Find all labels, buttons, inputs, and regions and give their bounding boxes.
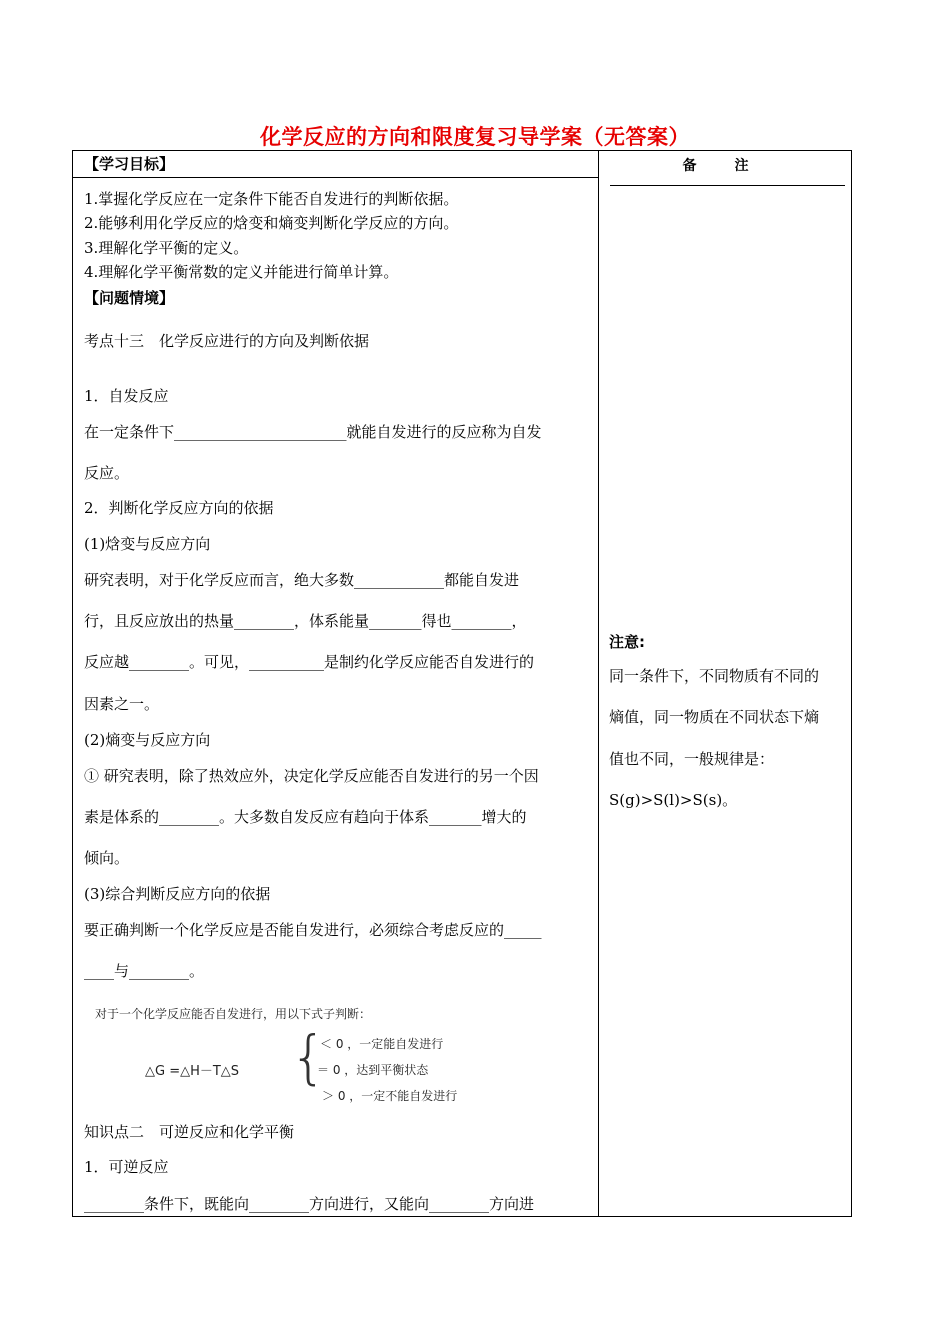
formula-case-negative: ＜ 0 ，一定能自发进行 <box>320 1037 444 1051</box>
formula-case-positive: ＞ 0 ，一定不能自发进行 <box>322 1089 458 1103</box>
paragraph-line: 反应。 <box>84 464 130 482</box>
notes-column-header: 备 注 <box>682 158 761 174</box>
paragraph-line: 素是体系的________。大多数自发反应有趋向于体系_______增大的 <box>84 808 527 826</box>
item-2-heading: 2．判断化学反应方向的依据 <box>84 499 274 517</box>
paragraph-line: 因素之一。 <box>84 695 160 713</box>
header-rule-right <box>610 185 845 186</box>
formula-lhs: △G =△H－T△S <box>145 1064 240 1079</box>
paragraph-line: 研究表明，对于化学反应而言，绝大多数____________都能自发进 <box>84 571 520 589</box>
goal-1: 1.掌握化学反应在一定条件下能否自发进行的判断依据。 <box>84 190 459 208</box>
note-label: 注意: <box>609 633 645 651</box>
column-divider <box>598 151 599 1216</box>
gibbs-criterion-image <box>95 1005 525 1107</box>
goal-2: 2.能够利用化学反应的焓变和熵变判断化学反应的方向。 <box>84 214 459 232</box>
paragraph-line: ____与________。 <box>84 962 205 980</box>
goal-4: 4.理解化学平衡常数的定义并能进行简单计算。 <box>84 263 399 281</box>
paragraph-line: 行，且反应放出的热量________，体系能量_______得也________， <box>84 612 527 630</box>
note-line: 熵值，同一物质在不同状态下熵 <box>609 708 820 726</box>
subheading-combined: (3)综合判断反应方向的依据 <box>84 885 271 903</box>
knowledge-point-2-heading: 知识点二 可逆反应和化学平衡 <box>84 1123 295 1141</box>
note-line: 同一条件下，不同物质有不同的 <box>609 667 820 685</box>
topic-13-heading: 考点十三 化学反应进行的方向及判断依据 <box>84 332 370 350</box>
paragraph-line: 反应越________。可见，__________是制约化学反应能否自发进行的 <box>84 653 535 671</box>
document-title: 化学反应的方向和限度复习导学案（无答案） <box>260 125 690 149</box>
note-line: 值也不同，一般规律是： <box>609 750 775 768</box>
paragraph-line: 要正确判断一个化学反应是否能自发进行，必须综合考虑反应的_____ <box>84 921 542 939</box>
paragraph-line: 在一定条件下_______________________就能自发进行的反应称为自发 <box>84 423 542 441</box>
header-rule-left <box>73 177 598 178</box>
paragraph-line: 倾向。 <box>84 849 130 867</box>
brace-icon: { <box>290 1023 327 1091</box>
subheading-enthalpy: (1)焓变与反应方向 <box>84 535 211 553</box>
paragraph-line: ________条件下，既能向________方向进行，又能向________方向进 <box>84 1195 535 1213</box>
item-k1-heading: 1．可逆反应 <box>84 1158 169 1176</box>
goal-3: 3.理解化学平衡的定义。 <box>84 239 249 257</box>
section-learning-goals: 【学习目标】 <box>84 155 175 173</box>
formula-case-zero: ＝ 0 ，达到平衡状态 <box>317 1063 429 1077</box>
subheading-entropy: (2)熵变与反应方向 <box>84 731 211 749</box>
note-line: S(g)>S(l)>S(s)。 <box>609 791 738 809</box>
section-problem-scenario: 【问题情境】 <box>84 289 175 307</box>
item-1-heading: 1．自发反应 <box>84 387 169 405</box>
paragraph-line: ① 研究表明，除了热效应外，决定化学反应能否自发进行的另一个因 <box>84 767 539 785</box>
formula-intro: 对于一个化学反应能否自发进行，用以下式子判断： <box>95 1007 372 1021</box>
